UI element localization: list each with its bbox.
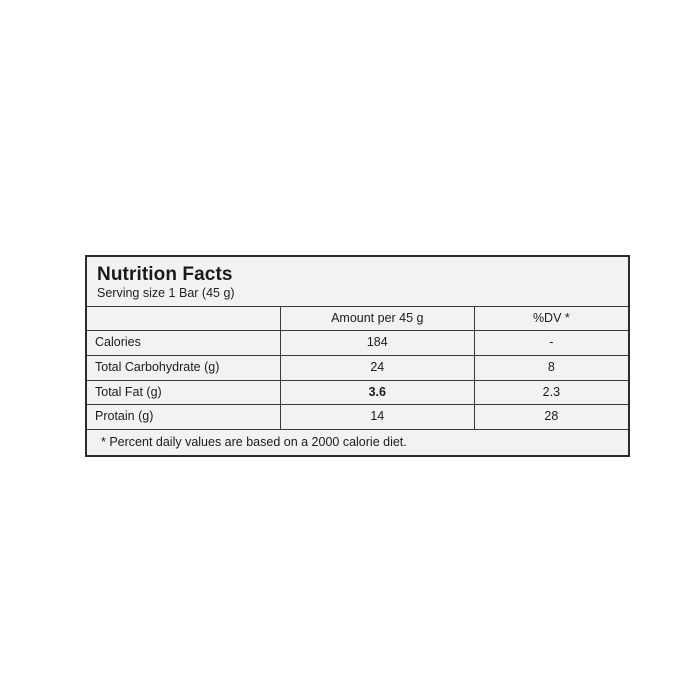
row-amount: 184 [280, 331, 474, 356]
table-header-row [87, 306, 628, 331]
page-title: Nutrition Facts [97, 264, 233, 285]
row-dv: 2.3 [474, 380, 628, 405]
nutrition-header [87, 257, 628, 306]
column-header-amount: Amount per 45 g [280, 306, 474, 331]
row-amount: 14 [280, 405, 474, 429]
row-amount: 3.6 [280, 380, 474, 405]
nutrition-facts-panel [85, 255, 630, 457]
serving-size-text: Serving size 1 Bar (45 g) [97, 285, 235, 300]
column-header-name [87, 306, 280, 331]
table-row [87, 380, 628, 405]
row-amount: 24 [280, 355, 474, 380]
table-row [87, 355, 628, 380]
row-dv: 28 [474, 405, 628, 429]
row-dv: 8 [474, 355, 628, 380]
nutrition-table [87, 306, 628, 429]
row-dv: - [474, 331, 628, 356]
row-label: Calories [87, 331, 280, 356]
table-row [87, 405, 628, 429]
table-row [87, 331, 628, 356]
footnote-text: * Percent daily values are based on a 2000 calorie diet. [87, 429, 628, 455]
row-label: Protain (g) [87, 405, 280, 429]
row-label: Total Fat (g) [87, 380, 280, 405]
row-label: Total Carbohydrate (g) [87, 355, 280, 380]
column-header-dv: %DV * [474, 306, 628, 331]
